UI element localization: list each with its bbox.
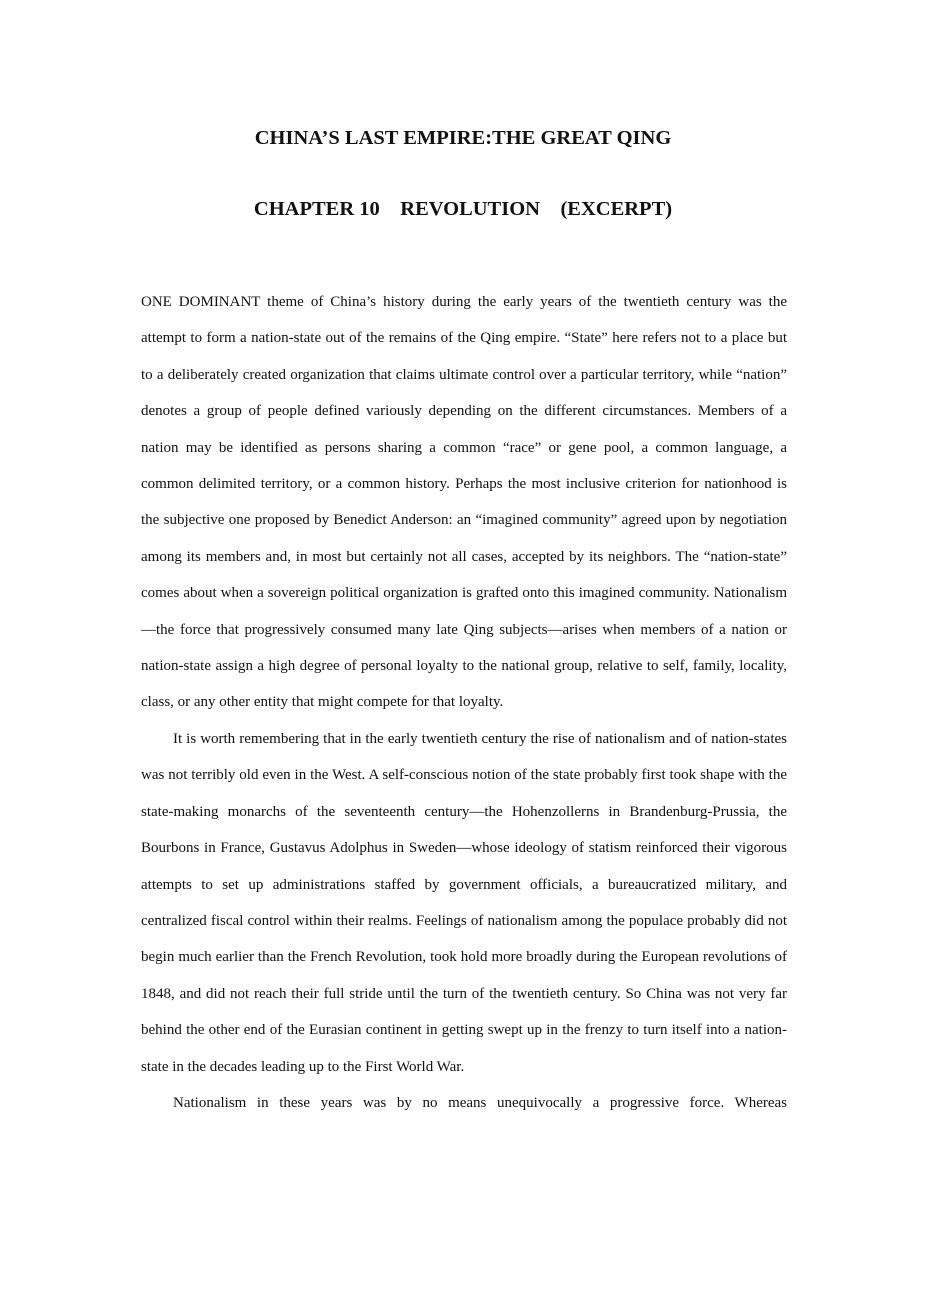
paragraph-3: Nationalism in these years was by no means unequivocally a progressive force. Whereas: [173, 1094, 787, 1111]
excerpt-body: [141, 284, 787, 1121]
chapter-heading: CHAPTER 10 REVOLUTION (EXCERPT): [253, 198, 673, 220]
book-title: CHINA’S LAST EMPIRE:THE GREAT QING: [254, 127, 672, 149]
paragraph-2: It is worth remembering that in the early twentieth century the rise of nationalism and of nation-states was not terribly old even in the West. A self-conscious notion of the state probably first took shape with the state-making monarchs of the seventeenth century—the Hohenzollerns in Brandenburg-Prussia, the Bourbons in France, Gustavus Adolphus in Sweden—whose ideology of statism reinforced their vigorous attempts to set up administrations staffed by government officials, a bureaucratized military, and centralized fiscal control within their realms. Feelings of nationalism among the populace probably did not begin much earlier than the French Revolution, took hold more broadly during the European revolutions of 1848, and did not reach their full stride until the turn of the twentieth century. So China was not very far behind the other end of the Eurasian continent in getting swept up in the frenzy to turn itself into a nation-state in the decades leading up to the First World War.: [141, 730, 787, 1075]
paragraph-1: ONE DOMINANT theme of China’s history during the early years of the twentieth century was the attempt to form a nation-state out of the remains of the Qing empire. “State” here refers not to a place but to a deliberately created organization that claims ultimate control over a particular territory, while “nation” denotes a group of people defined variously depending on the different circumstances. Members of a nation may be identified as persons sharing a common “race” or gene pool, a common language, a common delimited territory, or a common history. Perhaps the most inclusive criterion for nationhood is the subjective one proposed by Benedict Anderson: an “imagined community” agreed upon by negotiation among its members and, in most but certainly not all cases, accepted by its neighbors. The “nation-state” comes about when a sovereign political organization is grafted onto this imagined community. Nationalism—the force that progressively consumed many late Qing subjects—arises when members of a nation or nation-state assign a high degree of personal loyalty to the national group, relative to self, family, locality, class, or any other entity that might compete for that loyalty.: [141, 294, 787, 711]
